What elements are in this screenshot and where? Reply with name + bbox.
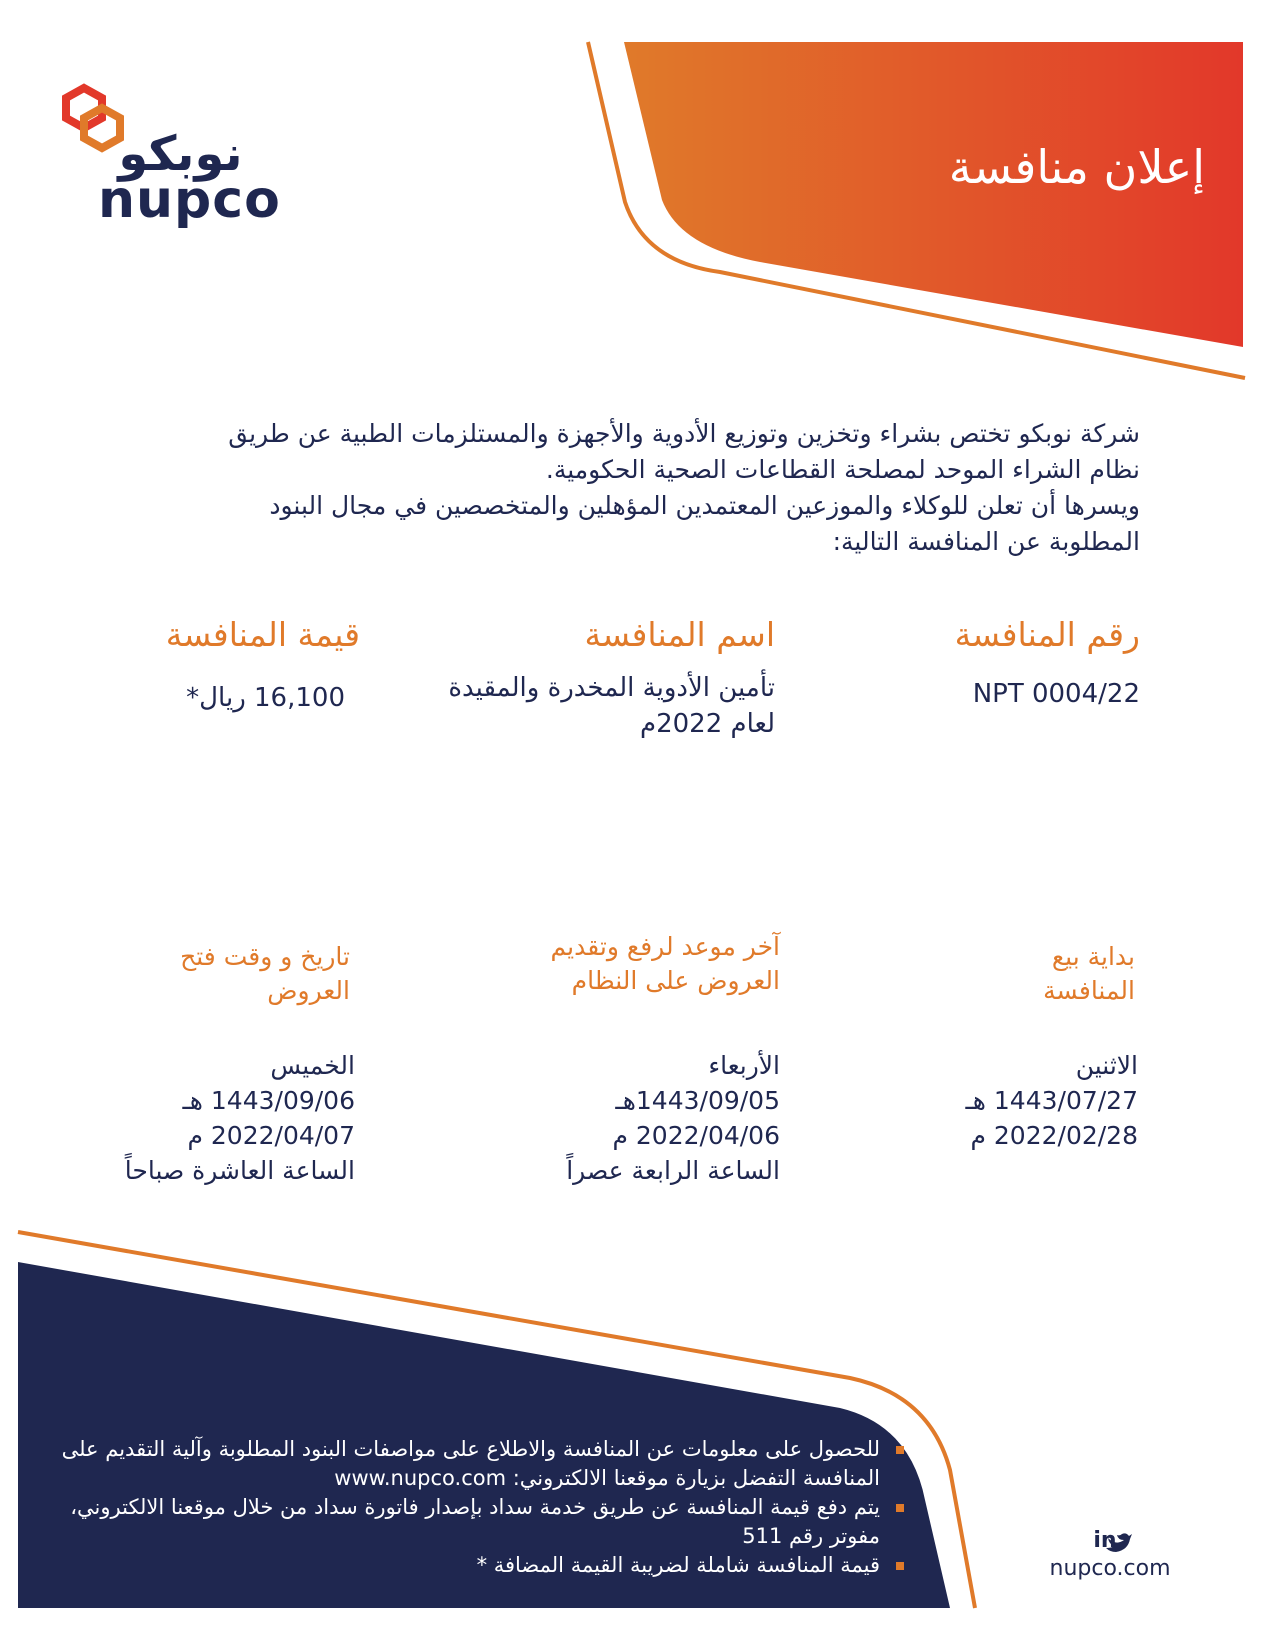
brand-logo-arabic: نوبكو — [118, 126, 243, 182]
sale-start-value — [900, 1048, 1138, 1153]
tender-name-value: تأمين الأدوية المخدرة والمقيدة لعام 2022م — [448, 673, 775, 739]
sale-start-day: الاثنين — [1075, 1051, 1138, 1080]
tender-price-value: 16,100 ريال* — [186, 683, 345, 713]
intro-paragraph-2: ويسرها أن تعلن للوكلاء والموزعين المعتمدين المؤهلين والمتخصصين في مجال البنود المطلوبة عن المنافسة التالية: — [269, 491, 1140, 556]
intro-text — [220, 416, 1140, 560]
submission-deadline-day: الأربعاء — [708, 1051, 780, 1080]
sale-start-hijri: 1443/07/27 هـ — [965, 1086, 1138, 1115]
sale-start-label: بداية بيع المنافسة — [1043, 942, 1135, 1005]
submission-deadline-hijri: 1443/09/05هـ — [615, 1086, 780, 1115]
tender-name-label: اسم المنافسة — [584, 615, 775, 654]
tender-number-value: NPT 0004/22 — [972, 679, 1140, 709]
notes-list — [40, 1435, 910, 1580]
opening-day: الخميس — [270, 1051, 355, 1080]
opening-time: الساعة العاشرة صباحاً — [124, 1156, 355, 1185]
linkedin-icon[interactable]: in — [1093, 1528, 1117, 1553]
tender-number-label: رقم المنافسة — [954, 615, 1140, 654]
submission-deadline-label: آخر موعد لرفع وتقديم العروض على النظام — [550, 932, 780, 995]
intro-paragraph-1: شركة نوبكو تختص بشراء وتخزين وتوزيع الأدوية والأجهزة والمستلزمات الطبية عن طريق نظام الشراء الموحد لمصلحة القطاعات الصحية الحكومية. — [228, 419, 1140, 484]
page-title: إعلان منافسة — [948, 140, 1205, 194]
tender-price-label: قيمة المنافسة — [165, 615, 360, 654]
submission-deadline-time: الساعة الرابعة عصراً — [566, 1156, 780, 1185]
opening-hijri: 1443/09/06 هـ — [182, 1086, 355, 1115]
submission-deadline-value — [520, 1048, 780, 1188]
opening-gregorian: 2022/04/07 م — [187, 1121, 355, 1150]
website-link[interactable]: nupco.com — [1049, 1556, 1171, 1581]
note-item: قيمة المنافسة شاملة لضريبة القيمة المضافة * — [40, 1551, 880, 1580]
note-item: يتم دفع قيمة المنافسة عن طريق خدمة سداد بإصدار فاتورة سداد من خلال موقعنا الالكتروني، مفوتر رقم 511 — [40, 1493, 880, 1551]
header-banner — [624, 42, 1243, 347]
note-item: للحصول على معلومات عن المنافسة والاطلاع على مواصفات البنود المطلوبة وآلية التقديم على المنافسة التفضل بزيارة موقعنا الالكتروني: www.nupco.com — [40, 1435, 880, 1493]
opening-value — [100, 1048, 355, 1188]
opening-label: تاريخ و وقت فتح العروض — [180, 942, 350, 1005]
sale-start-gregorian: 2022/02/28 م — [970, 1121, 1138, 1150]
brand-logo-latin: nupco — [98, 170, 281, 230]
submission-deadline-gregorian: 2022/04/06 م — [612, 1121, 780, 1150]
